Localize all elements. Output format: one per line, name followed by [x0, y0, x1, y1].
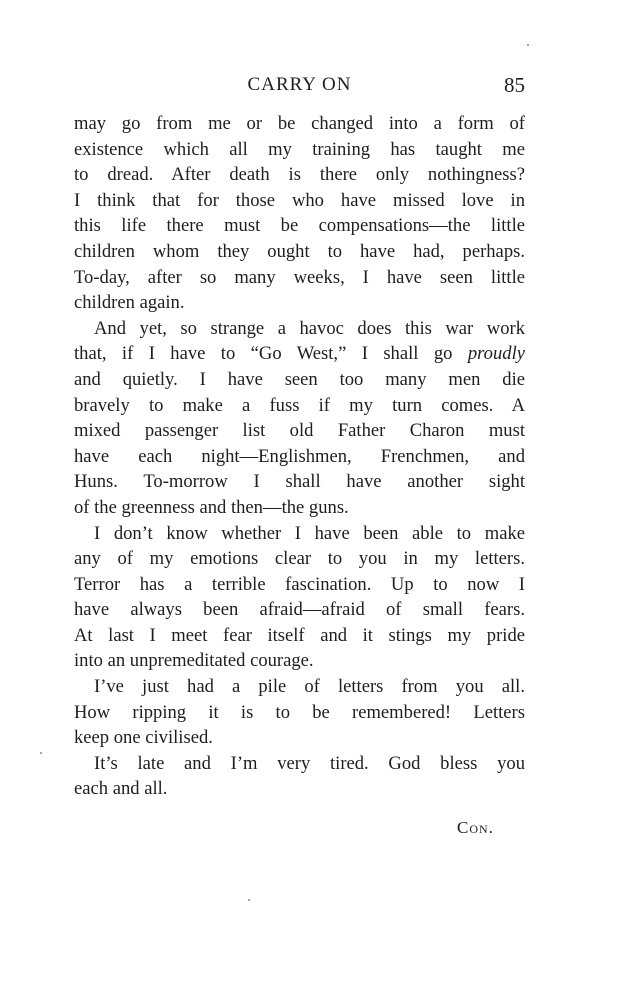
text-line: may go from me or be changed into a form of: [74, 113, 525, 134]
body-text: [74, 111, 525, 802]
text-line: have each night—Englishmen, Frenchmen, and: [74, 445, 525, 467]
text-line: existence which all my training has taught me: [74, 138, 525, 160]
text-line: to dread. After death is there only nothingness?: [74, 164, 525, 186]
running-head: [72, 72, 527, 100]
signature: Con.: [457, 818, 494, 837]
scan-speck: [40, 752, 42, 754]
text-line: I don’t know whether I have been able to make: [94, 522, 525, 544]
text-line: bravely to make a fuss if my turn comes. A: [74, 394, 525, 416]
scan-speck: [527, 44, 529, 46]
text-line: At last I meet fear itself and it stings my pride: [74, 624, 525, 646]
text-line: To-day, after so many weeks, I have seen little: [74, 266, 525, 288]
text-line: this life there must be compensations—the little: [74, 215, 525, 237]
text-line: [74, 341, 525, 367]
text-line: Huns. To-morrow I shall have another sight: [74, 471, 525, 493]
text-line: children again.: [74, 292, 185, 314]
running-title: CARRY ON: [247, 74, 352, 95]
text-line: And yet, so strange a havoc does this war work: [94, 317, 525, 339]
italic-word: proudly: [467, 343, 525, 365]
text-line: have always been afraid—afraid of small fears.: [74, 599, 525, 621]
page-number: 85: [504, 73, 525, 97]
text-segment: that, if I have to “Go West,” I shall go: [74, 343, 453, 365]
scan-speck: [248, 899, 250, 901]
text-line: of the greenness and then—the guns.: [74, 496, 349, 518]
text-line: keep one civilised.: [74, 727, 213, 749]
text-line: Terror has a terrible fascination. Up to now I: [74, 573, 525, 595]
text-line: each and all.: [74, 778, 168, 800]
text-line: I think that for those who have missed love in: [74, 189, 525, 211]
text-line: into an unpremeditated courage.: [74, 650, 314, 672]
text-line: How ripping it is to be remembered! Letters: [74, 701, 525, 723]
text-line: any of my emotions clear to you in my letters.: [74, 548, 525, 570]
text-line: and quietly. I have seen too many men die: [74, 368, 525, 390]
text-line: It’s late and I’m very tired. God bless you: [94, 752, 525, 774]
text-line: I’ve just had a pile of letters from you all.: [94, 676, 525, 698]
text-line: mixed passenger list old Father Charon must: [74, 420, 525, 442]
text-line: children whom they ought to have had, perhaps.: [74, 240, 525, 262]
